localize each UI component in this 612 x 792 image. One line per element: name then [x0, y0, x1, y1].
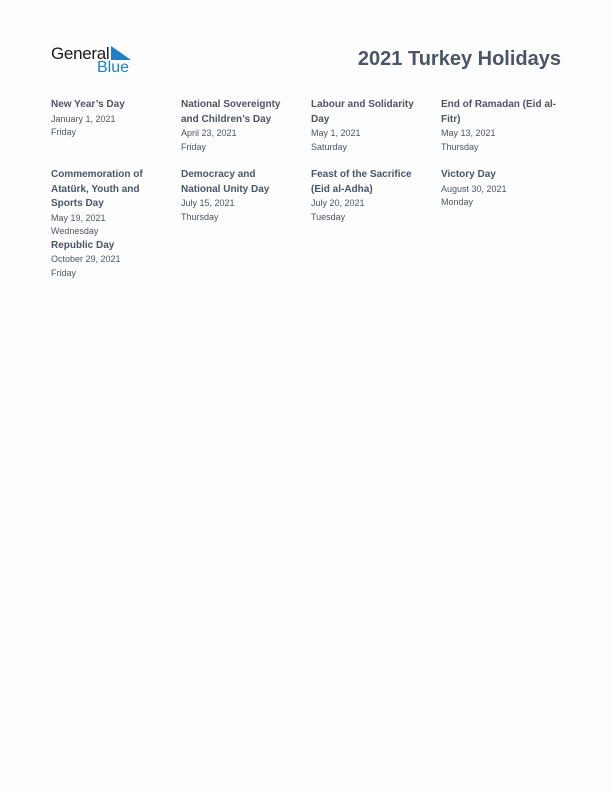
holiday-item: [181, 168, 281, 224]
holiday-name: National Sovereignty and Children’s Day: [181, 99, 281, 125]
holiday-name: Democracy and National Unity Day: [181, 169, 270, 195]
holiday-item: [311, 98, 423, 154]
holiday-date: January 1, 2021: [51, 113, 116, 124]
holiday-weekday: Thursday: [441, 141, 479, 152]
holiday-name: Labour and Solidarity Day: [311, 99, 414, 125]
holiday-item: [441, 98, 563, 154]
holiday-name: New Year’s Day: [51, 99, 125, 110]
holiday-name: Commemoration of Atatürk, Youth and Sports Day: [51, 169, 143, 209]
holiday-date: May 19, 2021: [51, 212, 106, 223]
holiday-weekday: Tuesday: [311, 211, 346, 222]
holiday-date: August 30, 2021: [441, 183, 507, 194]
generalblue-logo: [51, 44, 141, 78]
logo-word-general: General: [51, 44, 110, 63]
logo-word-blue: Blue: [97, 59, 130, 76]
holiday-weekday: Friday: [51, 127, 77, 137]
holiday-item: [181, 98, 293, 154]
holiday-item: [51, 98, 125, 140]
holiday-item: [441, 168, 563, 210]
holiday-item: [51, 168, 161, 280]
holiday-weekday: Thursday: [181, 211, 219, 222]
holiday-weekday: Saturday: [311, 141, 348, 152]
holiday-name: Victory Day: [441, 169, 496, 180]
holiday-date: July 20, 2021: [311, 198, 365, 208]
holiday-date: May 1, 2021: [311, 128, 361, 138]
holiday-date: May 13, 2021: [441, 128, 496, 138]
page-title: 2021 Turkey Holidays: [357, 48, 561, 70]
holiday-weekday: Friday: [51, 267, 77, 278]
holiday-name: End of Ramadan (Eid al-Fitr): [441, 99, 557, 125]
holiday-weekday: Monday: [441, 197, 474, 207]
logo-triangle-icon: [111, 46, 131, 60]
holiday-date: April 23, 2021: [181, 128, 237, 138]
holiday-item: [311, 168, 423, 224]
holiday-date: October 29, 2021: [51, 254, 121, 264]
holiday-name: Feast of the Sacrifice (Eid al-Adha): [311, 169, 412, 195]
holiday-weekday: Friday: [181, 141, 207, 152]
holiday-date: July 15, 2021: [181, 198, 235, 208]
holiday-weekday: Wednesday: [51, 226, 99, 236]
holiday-name: Republic Day: [51, 239, 115, 251]
